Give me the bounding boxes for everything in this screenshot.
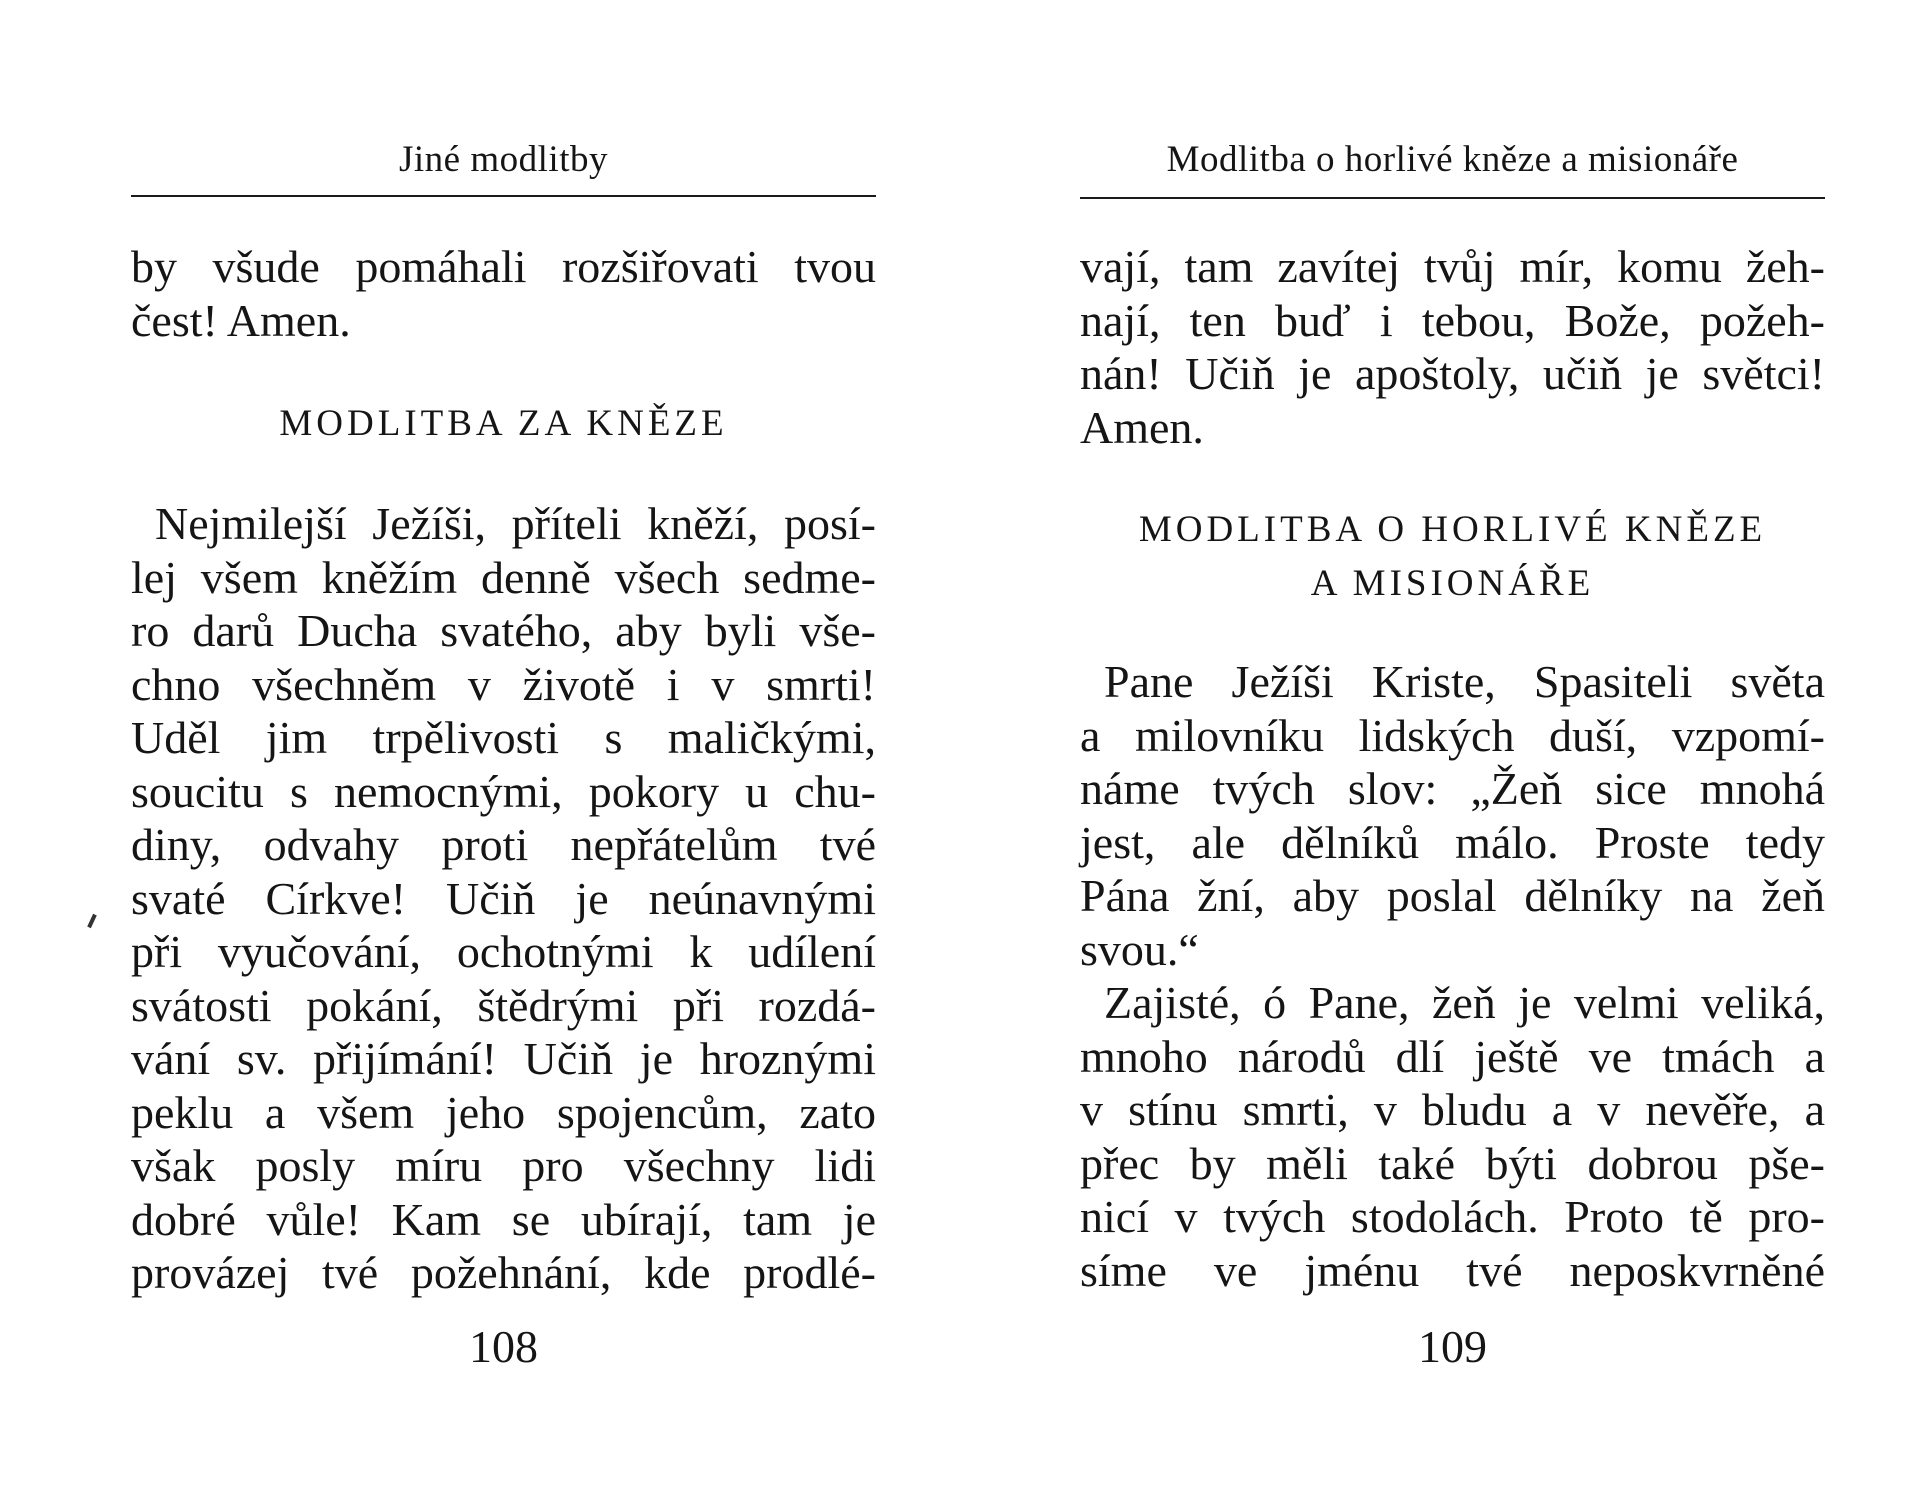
text-line: Zajisté, ó Pane, žeň je velmi veliká,	[1104, 977, 1825, 1028]
text-line: Pána žní, aby poslal dělníky na žeň	[1080, 870, 1825, 921]
text-line: Uděl jim trpělivosti s maličkými,	[131, 712, 876, 763]
text-line: nají, ten buď i tebou, Bože, požeh-	[1080, 294, 1825, 346]
text-line: peklu a všem jeho spojencům, zato	[131, 1086, 876, 1138]
text-line: svaté Církve! Učiň je neúnavnými	[131, 872, 876, 924]
text-line: síme ve jménu tvé neposkvrněné	[1080, 1244, 1825, 1296]
text-line: svátosti pokání, štědrými při rozdá-	[131, 979, 876, 1031]
text-line: svou.“	[1080, 923, 1199, 975]
text-line: náme tvých slov: „Žeň sice mnohá	[1080, 763, 1825, 814]
text-line: dobré vůle! Kam se ubírají, tam je	[131, 1193, 876, 1245]
right-continuation-text	[1080, 240, 1825, 454]
text-line: Amen.	[1080, 401, 1204, 453]
text-line: chno všechněm v životě i v smrti!	[131, 658, 876, 710]
page-number-right: 109	[1418, 1321, 1487, 1372]
text-line: čest! Amen.	[131, 294, 351, 346]
page-number-left: 108	[469, 1321, 538, 1372]
text-line: v stínu smrti, v bludu a v nevěře, a	[1080, 1084, 1825, 1135]
text-line: soucitu s nemocnými, pokory u chu-	[131, 765, 876, 817]
text-line: vání sv. přijímání! Učiň je hroznými	[131, 1033, 876, 1084]
text-line: diny, odvahy proti nepřátelům tvé	[131, 819, 876, 870]
right-page	[1080, 0, 1825, 1500]
heading-line: MODLITBA O HORLIVÉ KNĚZE	[1138, 509, 1767, 550]
text-line: provázej tvé požehnání, kde prodlé-	[131, 1247, 876, 1298]
running-head-right: Modlitba o horlivé kněze a misionáře	[1166, 139, 1739, 180]
text-line: jest, ale dělníků málo. Proste tedy	[1080, 816, 1825, 868]
header-rule-right	[1080, 197, 1825, 199]
text-line: nán! Učiň je apoštoly, učiň je světci!	[1080, 348, 1825, 399]
text-line: a milovníku lidských duší, vzpomí-	[1080, 709, 1825, 761]
text-line: Pane Ježíši Kriste, Spasiteli světa	[1104, 656, 1825, 707]
header-rule-left	[131, 195, 876, 197]
text-line: lej všem kněžím denně všech sedme-	[131, 551, 876, 603]
running-head-left: Jiné modlitby	[399, 139, 608, 180]
text-line: by všude pomáhali rozšiřovati tvou	[131, 241, 876, 292]
text-line: ro darů Ducha svatého, aby byli vše-	[131, 605, 876, 656]
section-heading-left: MODLITBA ZA KNĚZE	[279, 403, 728, 444]
right-prayer-text	[1080, 655, 1825, 1297]
text-line: mnoho národů dlí ještě ve tmách a	[1080, 1030, 1825, 1082]
left-prayer-text	[131, 497, 876, 1300]
text-line: však posly míru pro všechny lidi	[131, 1140, 876, 1191]
left-continuation-text	[131, 240, 876, 347]
text-line: při vyučování, ochotnými k udílení	[131, 926, 876, 977]
heading-line: A MISIONÁŘE	[1310, 563, 1595, 604]
text-line: nicí v tvých stodolách. Proto tě pro-	[1080, 1191, 1825, 1242]
text-line: přec by měli také býti dobrou pše-	[1080, 1137, 1825, 1189]
section-heading-right	[1080, 503, 1825, 611]
scan-speck	[87, 914, 97, 928]
text-line: Nejmilejší Ježíši, příteli kněží, posí-	[155, 498, 876, 549]
left-page	[131, 0, 876, 1500]
text-line: vají, tam zavítej tvůj mír, komu žeh-	[1080, 241, 1825, 292]
